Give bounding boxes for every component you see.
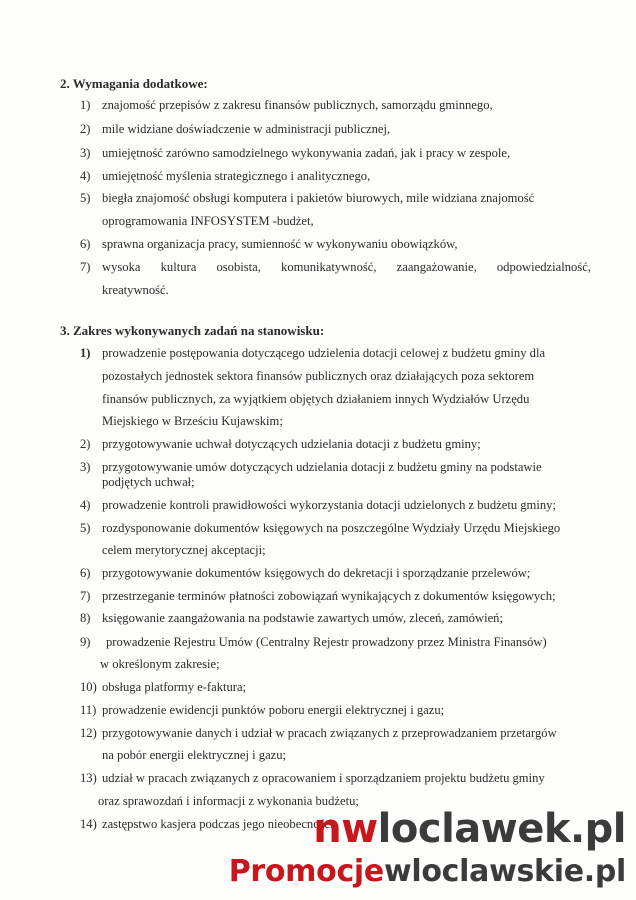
section-3-heading: 3. Zakres wykonywanych zadań na stanowisku:: [60, 323, 325, 338]
item-number: 5): [80, 521, 91, 535]
item-number: 11): [80, 703, 97, 717]
item-text-continued: w określonym zakresie;: [100, 657, 220, 671]
item-text: sprawna organizacja pracy, sumienność w wykonywaniu obowiązków,: [102, 237, 458, 251]
item-text-continued: finansów publicznych, za wyjątkiem objętych działaniem innych Wydziałów Urzędu: [102, 392, 530, 406]
item-number: 5): [80, 191, 91, 205]
item-text-continued: kreatywność.: [102, 283, 169, 297]
watermark-red-part: Promocje: [228, 854, 384, 889]
item-text: obsługa platformy e-faktura;: [102, 680, 247, 694]
item-text-continued: oprogramowania INFOSYSTEM -budżet,: [102, 214, 314, 228]
item-text: mile widziane doświadczenie w administracji publicznej,: [102, 122, 391, 136]
item-text: prowadzenie kontroli prawidłowości wykorzystania dotacji udzielonych z budżetu gminy;: [102, 498, 556, 512]
watermark-dark-part: wloclawskie.pl: [383, 854, 626, 889]
item-number: 7): [80, 589, 91, 603]
item-number: 3): [80, 460, 91, 474]
item-number: 1): [80, 98, 91, 112]
item-text: zastępstwo kasjera podczas jego nieobecności;: [102, 817, 337, 831]
item-text-continued: na pobór energii elektrycznej i gazu;: [102, 748, 287, 762]
item-text: przygotowywanie danych i udział w pracach związanych z przeprowadzaniem przetargów: [102, 726, 557, 740]
item-text-continued: oraz sprawozdań i informacji z wykonania budżetu;: [98, 794, 359, 808]
item-text: prowadzenie Rejestru Umów (Centralny Rejestr prowadzony przez Ministra Finansów): [106, 635, 547, 649]
item-text-continued: podjętych uchwał;: [102, 475, 195, 489]
watermark-dark-part: loclawek.pl: [377, 806, 626, 852]
item-number: 10): [80, 680, 97, 694]
item-text: przygotowywanie umów dotyczących udzielania dotacji z budżetu gminy na podstawie: [102, 460, 542, 474]
watermark-red-part: nw: [313, 806, 378, 852]
item-text: prowadzenie ewidencji punktów poboru energii elektrycznej i gazu;: [102, 703, 445, 717]
item-number: 1): [80, 346, 91, 360]
watermark-nwloclawek: [313, 806, 626, 852]
item-text: księgowanie zaangażowania na podstawie zawartych umów, zleceń, zamówień;: [102, 611, 503, 625]
item-number: 3): [80, 146, 91, 160]
item-number: 12): [80, 726, 97, 740]
item-number: 9): [80, 635, 91, 649]
item-text: przestrzeganie terminów płatności zobowiązań wynikających z dokumentów księgowych;: [102, 589, 556, 603]
item-text: przygotowywanie dokumentów księgowych do dekretacji i sporządzanie przelewów;: [102, 566, 531, 580]
item-number: 8): [80, 611, 91, 625]
item-number: 4): [80, 169, 91, 183]
item-text: udział w pracach związanych z opracowaniem i sporządzaniem projektu budżetu gminy: [102, 771, 545, 785]
item-number: 14): [80, 817, 97, 831]
watermark-promocje: [229, 854, 626, 889]
item-text-continued: celem merytorycznej akceptacji;: [102, 543, 266, 557]
item-text: biegła znajomość obsługi komputera i pakietów biurowych, mile widziana znajomość: [102, 191, 535, 205]
item-text: znajomość przepisów z zakresu finansów publicznych, samorządu gminnego,: [102, 98, 493, 112]
item-text: wysoka kultura osobista, komunikatywność, zaangażowanie, odpowiedzialność,: [102, 260, 591, 274]
item-text: prowadzenie postępowania dotyczącego udzielenia dotacji celowej z budżetu gminy dla: [102, 346, 546, 360]
item-number: 2): [80, 122, 91, 136]
item-number: 7): [80, 260, 91, 274]
item-number: 2): [80, 437, 91, 451]
item-text: przygotowywanie uchwał dotyczących udzielania dotacji z budżetu gminy;: [102, 437, 481, 451]
item-text: umiejętność myślenia strategicznego i analitycznego,: [102, 169, 371, 183]
item-text: rozdysponowanie dokumentów księgowych na poszczególne Wydziały Urzędu Miejskiego: [102, 521, 561, 535]
item-text: umiejętność zarówno samodzielnego wykonywania zadań, jak i pracy w zespole,: [102, 146, 511, 160]
item-number: 13): [80, 771, 97, 785]
item-number: 6): [80, 566, 91, 580]
item-text-continued: pozostałych jednostek sektora finansów publicznych oraz działających poza sektorem: [102, 369, 535, 383]
section-2-heading: 2. Wymagania dodatkowe:: [60, 76, 208, 91]
item-number: 4): [80, 498, 91, 512]
item-number: 6): [80, 237, 91, 251]
item-text-continued: Miejskiego w Brześciu Kujawskim;: [102, 414, 283, 428]
